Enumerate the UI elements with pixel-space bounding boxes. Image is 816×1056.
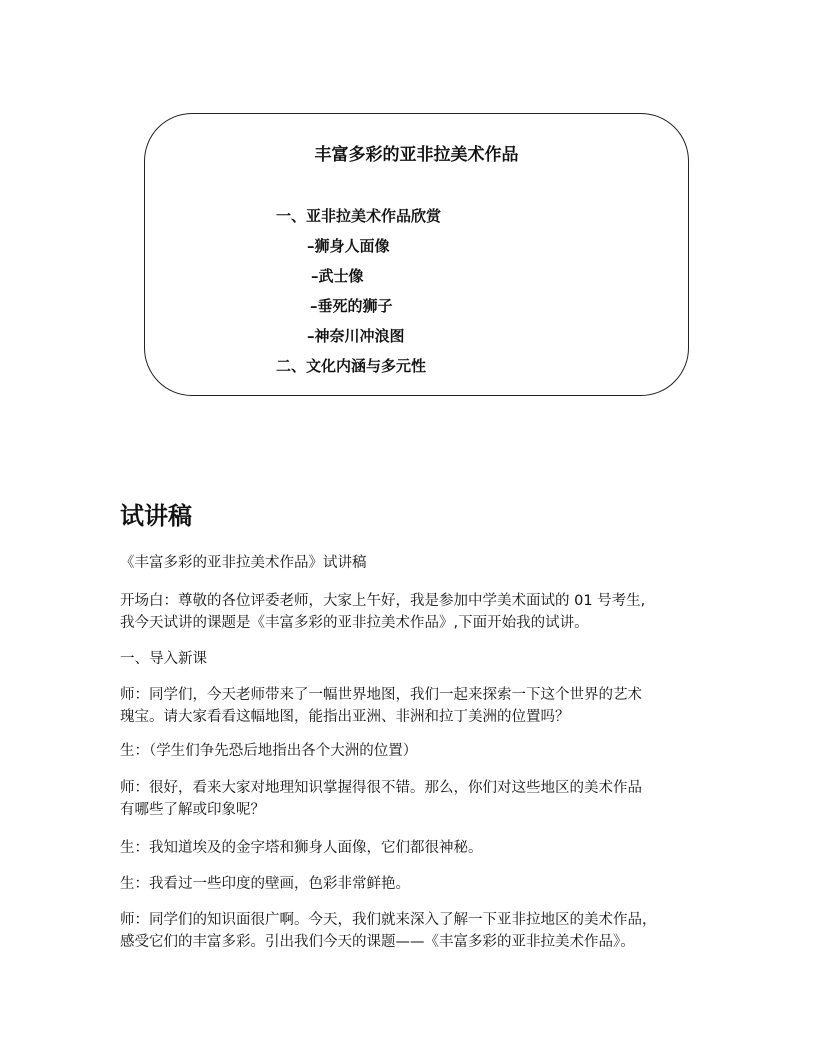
outline-title: 丰富多彩的亚非拉美术作品 (314, 145, 519, 165)
paragraph-student-1: 生：（学生们争先恐后地指出各个大洲的位置） (120, 743, 418, 759)
paragraph-student-2: 生：我知道埃及的金字塔和狮身人面像，它们都很神秘。 (120, 840, 483, 856)
paragraph-opening: 开场白：尊敬的各位评委老师，大家上午好，我是参加中学美术面试的 01 号考生, 我今天试讲的课题是《丰富多彩的亚非拉美术作品》,下面开始我的试讲。 (120, 593, 646, 631)
outline-box (144, 113, 689, 396)
outline-section-2: 二、文化内涵与多元性 (276, 357, 427, 375)
outline-item-dying-lion: –垂死的狮子 (310, 297, 393, 315)
paragraph-title: 《丰富多彩的亚非拉美术作品》试讲稿 (120, 555, 367, 571)
section-heading: 试讲稿 (120, 502, 192, 530)
paragraph-teacher-1: 师：同学们，今天老师带来了一幅世界地图，我们一起来探索一下这个世界的艺术 瑰宝。请大家看看这幅地图，能指出亚洲、非洲和拉丁美洲的位置吗？ (120, 687, 642, 725)
outline-item-warrior: –武士像 (311, 267, 364, 285)
paragraph-student-3: 生：我看过一些印度的壁画，色彩非常鲜艳。 (120, 876, 410, 892)
outline-item-great-wave: –神奈川冲浪图 (307, 327, 405, 345)
paragraph-section-intro: 一、导入新课 (120, 651, 207, 667)
outline-section-1: 一、亚非拉美术作品欣赏 (276, 207, 442, 225)
outline-item-sphinx: –狮身人面像 (307, 237, 390, 255)
paragraph-teacher-3: 师：同学们的知识面很广啊。今天，我们就来深入了解一下亚非拉地区的美术作品， 感受它们的丰富多彩。引出我们今天的课题——《丰富多彩的亚非拉美术作品》。 (120, 912, 657, 950)
paragraph-teacher-2: 师：很好，看来大家对地理知识掌握得很不错。那么，你们对这些地区的美术作品 有哪些了解或印象呢？ (120, 780, 642, 818)
